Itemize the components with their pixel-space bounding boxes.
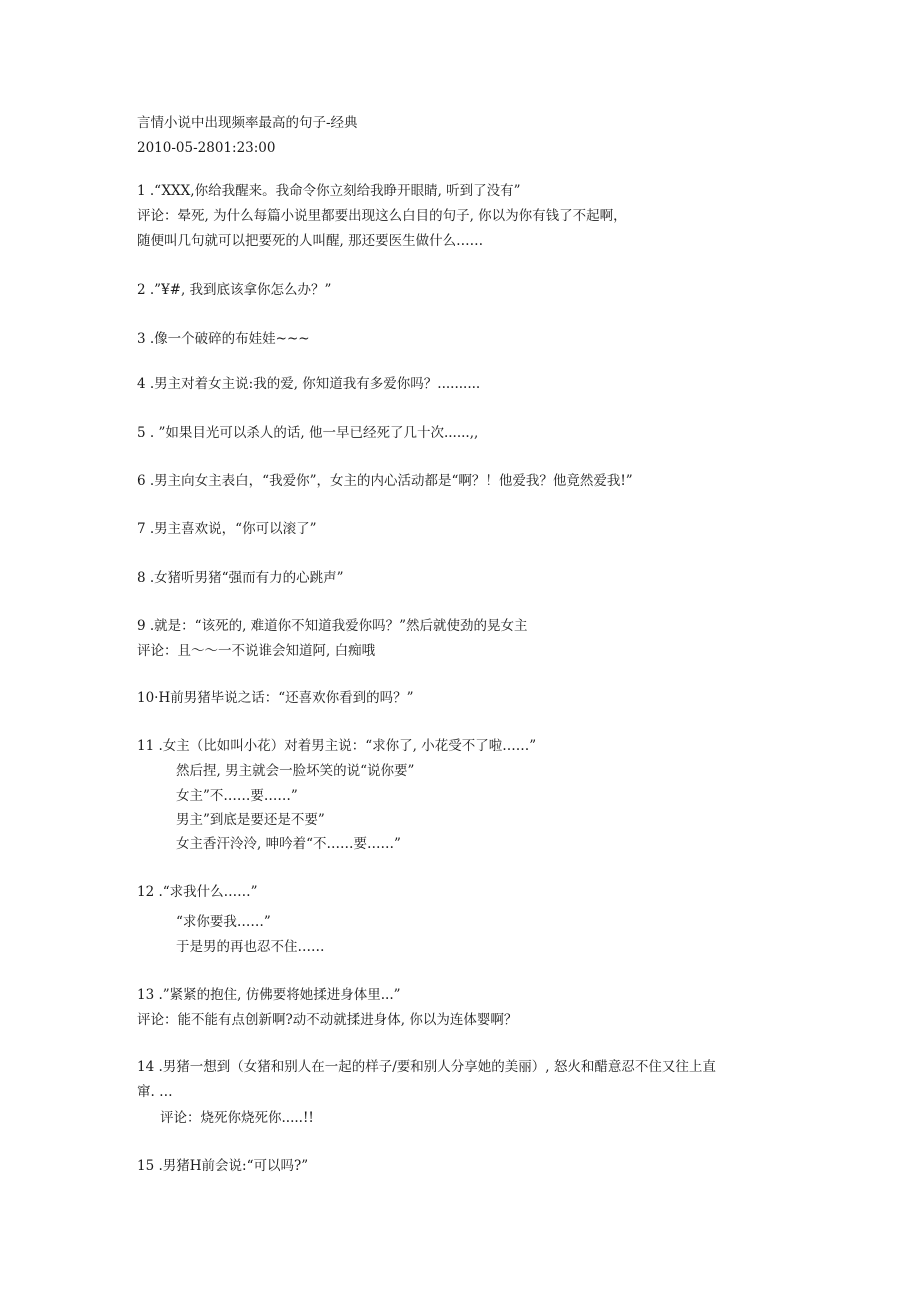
item-6: 6 .男主向女主表白，“我爱你”，女主的内心活动都是“啊？！他爱我？他竟然爱我!”: [137, 473, 633, 489]
item-2: 2 .”¥#, 我到底该拿你怎么办？”: [137, 282, 332, 298]
item-14-comment: 评论：烧死你烧死你.....!!: [160, 1110, 314, 1126]
document-date: 2010-05-2801:23:00: [137, 140, 276, 156]
item-5: 5 . ”如果目光可以杀人的话, 他一早已经死了几十次......,,: [137, 425, 479, 441]
item-11-line-2: 然后捏, 男主就会一脸坏笑的说“说你要”: [176, 763, 415, 779]
item-11-line-1: 11 .女主（比如叫小花）对着男主说：“求你了, 小花受不了啦……”: [137, 738, 537, 754]
item-13-line-1: 13 .”紧紧的抱住, 仿佛要将她揉进身体里...”: [137, 987, 401, 1003]
item-14-line-2: 窜. …: [137, 1084, 173, 1100]
item-12-line-2: “求你要我……”: [176, 914, 271, 930]
item-8: 8 .女猪听男猪“强而有力的心跳声”: [137, 570, 344, 586]
item-11-line-5: 女主香汗泠泠, 呻吟着“不……要……”: [176, 836, 401, 852]
item-9-comment: 评论：且～～一不说谁会知道阿, 白痴哦: [137, 643, 376, 659]
item-12-line-3: 于是男的再也忍不住……: [176, 939, 325, 955]
item-1-line-1: 1 .“XXX,你给我醒来。我命令你立刻给我睁开眼睛, 听到了没有”: [137, 183, 521, 199]
item-4: 4 .男主对着女主说:我的爱, 你知道我有多爱你吗？..........: [137, 376, 481, 392]
item-1-comment-1: 评论：晕死, 为什么每篇小说里都要出现这么白目的句子, 你以为你有钱了不起啊，: [137, 208, 627, 224]
item-7: 7 .男主喜欢说，“你可以滚了”: [137, 521, 317, 537]
item-11-line-3: 女主”不……要……”: [176, 788, 298, 804]
item-15: 15 .男猪H前会说:“可以吗?”: [137, 1158, 309, 1174]
item-9-line-1: 9 .就是：“该死的, 难道你不知道我爱你吗？”然后就使劲的晃女主: [137, 618, 528, 634]
document-title: 言情小说中出现频率最高的句子-经典: [137, 115, 358, 131]
item-11-line-4: 男主”到底是要还是不要”: [176, 812, 325, 828]
item-12-line-1: 12 .“求我什么……”: [137, 884, 258, 900]
item-3: 3 .像一个破碎的布娃娃~~~: [137, 331, 310, 347]
item-14-line-1: 14 .男猪一想到（女猪和别人在一起的样子/要和别人分享她的美丽）, 怒火和醋意忍不住又往上直: [137, 1059, 716, 1075]
item-13-comment: 评论：能不能有点创新啊?动不动就揉进身体, 你以为连体婴啊？: [137, 1012, 518, 1028]
item-1-comment-2: 随便叫几句就可以把要死的人叫醒, 那还要医生做什么……: [137, 233, 484, 249]
item-10: 10·H前男猪毕说之话：“还喜欢你看到的吗？”: [137, 690, 414, 706]
